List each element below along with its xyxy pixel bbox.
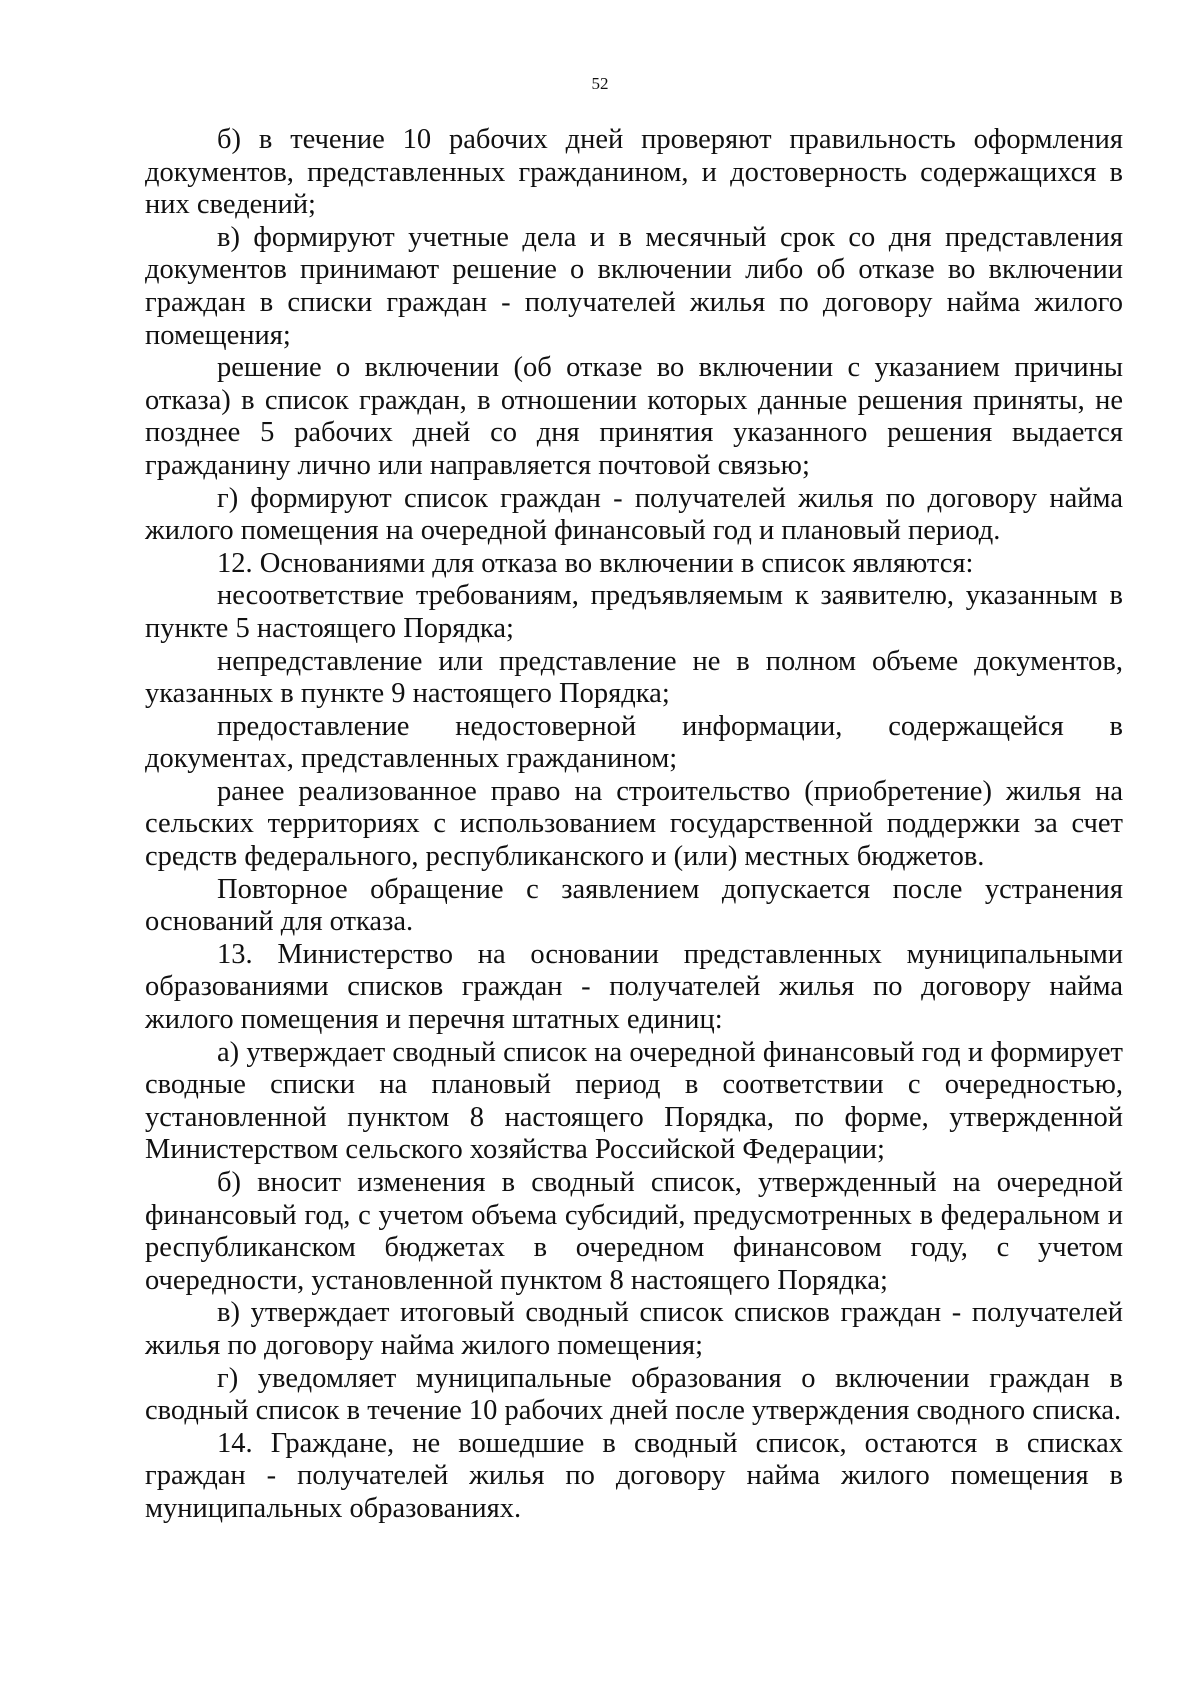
paragraph: в) утверждает итоговый сводный список списков граждан - получателей жилья по договору найма жилого помещения; [145,1297,1123,1361]
paragraph: предоставление недостоверной информации, содержащейся в документах, представленных гражданином; [145,710,1123,775]
paragraph: ранее реализованное право на строительство (приобретение) жилья на сельских территориях с использованием государственной поддержки за счет средств федерального, республиканского и (или) местных бюджетов. [145,775,1123,873]
paragraph: г) уведомляет муниципальные образования о включении граждан в сводный список в течение 10 рабочих дней после утверждения сводного списка. [145,1362,1123,1427]
paragraph: б) в течение 10 рабочих дней проверяют правильность оформления документов, представленных гражданином, и достоверность содержащихся в них сведений; [145,124,1123,221]
paragraph: Повторное обращение с заявлением допускается после устранения оснований для отказа. [145,873,1123,938]
paragraph: несоответствие требованиям, предъявляемым к заявителю, указанным в пункте 5 настоящего Порядка; [145,580,1123,644]
paragraph: непредставление или представление не в полном объеме документов, указанных в пункте 9 настоящего Порядка; [145,645,1123,710]
paragraph: 12. Основаниями для отказа во включении в список являются: [217,547,974,579]
paragraph: в) формируют учетные дела и в месячный срок со дня представления документов принимают решение о включении либо об отказе во включении граждан в списки граждан - получателей жилья по договору найма жилого помещения; [145,221,1123,351]
paragraph: решение о включении (об отказе во включении с указанием причины отказа) в список граждан, в отношении которых данные решения приняты, не позднее 5 рабочих дней со дня принятия указанного решения выдается гражданину лично или направляется почтовой связью; [145,352,1123,481]
paragraph: 13. Министерство на основании представленных муниципальными образованиями списков граждан - получателей жилья по договору найма жилого помещения и перечня штатных единиц: [145,938,1123,1036]
page-number: 52 [591,74,609,93]
paragraph: а) утверждает сводный список на очередной финансовый год и формирует сводные списки на плановый период в соответствии с очередностью, установленной пунктом 8 настоящего Порядка, по форме, утвержденной Министерством сельского хозяйства Российской Федерации; [145,1036,1123,1166]
paragraph: б) вносит изменения в сводный список, утвержденный на очередной финансовый год, с учетом объема субсидий, предусмотренных в федеральном и республиканском бюджетах в очередном финансовом году, с учетом очередности, установленной пунктом 8 настоящего Порядка; [145,1167,1123,1296]
document-body [145,124,1123,1526]
paragraph: 14. Граждане, не вошедшие в сводный список, остаются в списках граждан - получателей жилья по договору найма жилого помещения в муниципальных образованиях. [145,1427,1123,1524]
paragraph: г) формируют список граждан - получателей жилья по договору найма жилого помещения на очередной финансовый год и плановый период. [145,482,1123,547]
